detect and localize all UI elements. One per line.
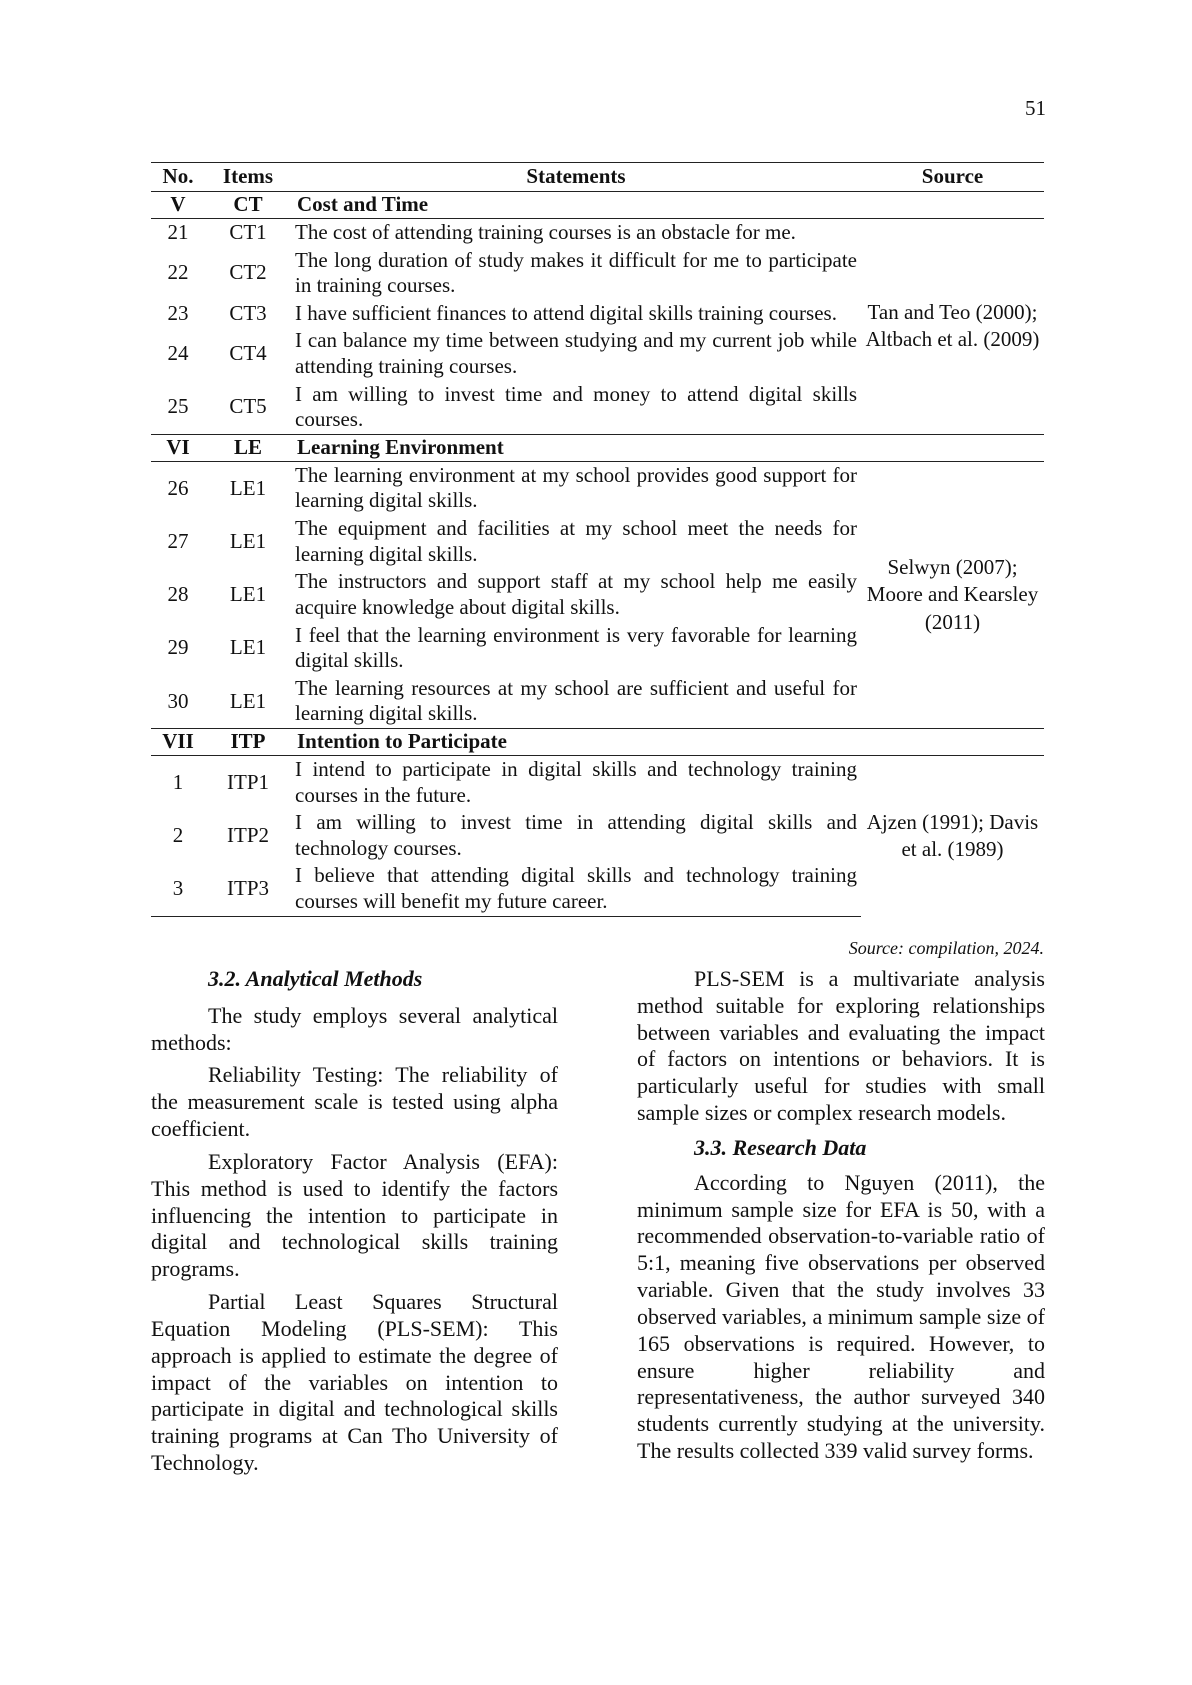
item-statement: The learning resources at my school are sufficient and useful for learning digital skills. [295,675,857,726]
section-code: CT [205,192,291,219]
paragraph: According to Nguyen (2011), the minimum sample size for EFA is 50, with a recommended observation-to-variable ratio of 5:1, meaning five observations per observed variable. Given that the study involves 33 observed variables, a minimum sample size of 165 observations is required. However, to ensure higher reliability and representativeness, the author surveyed 340 students currently studying at the university. The results collected 339 valid survey forms. [637,1169,1045,1464]
item-code: ITP1 [227,769,269,794]
section-title: Learning Environment [291,434,861,461]
item-statement: The equipment and facilities at my school meet the needs for learning digital skills. [295,516,857,566]
left-column [151,966,558,1483]
item-statement: The learning environment at my school provides good support for learning digital skills. [295,462,857,513]
item-code: CT4 [229,341,267,366]
item-statement: The long duration of study makes it difficult for me to participate in training courses. [295,247,857,298]
item-source: Ajzen (1991); Davis et al. (1989) [866,809,1039,862]
item-number: 26 [167,475,189,500]
header-items: Items [205,163,291,192]
survey-items-table [151,162,1044,917]
table-row [151,755,1044,809]
table-row [151,219,1044,247]
right-column [637,966,1045,1471]
item-statement: I can balance my time between studying and my current job while attending training courses. [295,328,857,379]
paragraph: Reliability Testing: The reliability of the measurement scale is tested using alpha coefficient. [151,1062,558,1142]
item-statement: I am willing to invest time in attending digital skills and technology courses. [295,810,857,860]
item-code: CT1 [229,220,267,244]
section-heading-analytical-methods: 3.2. Analytical Methods [208,966,423,991]
item-code: LE1 [229,688,267,713]
item-code: ITP3 [205,862,291,916]
section-row [151,728,1044,755]
section-number: V [151,192,205,219]
table-row [151,461,1044,515]
item-number: 30 [167,688,189,713]
table-header-row [151,163,1044,192]
item-number: 28 [167,582,189,607]
item-source: Tan and Teo (2000); Altbach et al. (2009) [865,300,1040,352]
table-body [151,192,1044,917]
section-heading-research-data: 3.3. Research Data [694,1134,867,1160]
section-number: VI [151,434,205,461]
item-code: LE1 [229,635,267,660]
item-number: 25 [167,394,189,419]
item-statement: I am willing to invest time and money to attend digital skills courses. [295,381,857,432]
item-statement: I intend to participate in digital skills and technology training courses in the future. [295,756,857,807]
item-number: 3 [151,862,205,916]
item-number: 29 [167,635,189,660]
item-number: 23 [167,300,189,325]
item-code: CT5 [229,394,267,419]
item-code: CT2 [229,260,267,285]
section-title: Intention to Participate [291,728,861,755]
item-statement: I have sufficient finances to attend digital skills training courses. [295,300,837,325]
section-source-empty [861,728,1044,755]
paragraph: PLS-SEM is a multivariate analysis method suitable for exploring relationships between variables and evaluating the impact of factors on intentions or behaviors. It is particularly useful for studies with small sample sizes or complex research models. [637,966,1045,1126]
header-statements: Statements [291,163,861,192]
item-code: LE1 [229,528,267,553]
item-statement: The cost of attending training courses is an obstacle for me. [295,220,796,244]
item-statement: I feel that the learning environment is very favorable for learning digital skills. [295,622,857,673]
section-row [151,192,1044,219]
section-code: ITP [205,728,291,755]
item-number: 24 [167,341,189,366]
item-number: 2 [172,822,184,847]
item-number: 22 [167,260,189,285]
section-number: VII [151,728,205,755]
item-statement: The instructors and support staff at my school help me easily acquire knowledge about digital skills. [295,569,857,619]
item-number: 21 [167,220,189,244]
section-title: Cost and Time [291,192,861,219]
header-source: Source [861,163,1044,192]
paragraph: Exploratory Factor Analysis (EFA): This method is used to identify the factors influencing the intention to participate in digital and technological skills training programs. [151,1148,558,1282]
paragraph: Partial Least Squares Structural Equation Modeling (PLS-SEM): This approach is applied to estimate the degree of impact of the variables on intention to participate in digital and technological skills training programs at Can Tho University of Technology. [151,1289,558,1476]
section-source-empty [861,192,1044,219]
item-code: LE1 [229,582,267,607]
section-source-empty [861,434,1044,461]
paragraph: The study employs several analytical methods: [151,1002,558,1055]
item-code: CT3 [229,300,267,325]
section-code: LE [205,434,291,461]
section-row [151,434,1044,461]
item-number: 1 [172,769,184,794]
header-no: No. [151,163,205,192]
table-source-note: Source: compilation, 2024. [848,938,1044,958]
item-statement: I believe that attending digital skills and technology training courses will benefit my future career. [291,862,861,916]
page-number: 51 [1025,96,1046,120]
item-code: LE1 [229,475,267,500]
item-code: ITP2 [227,822,269,847]
item-source: Selwyn (2007); Moore and Kearsley (2011) [866,554,1039,634]
item-number: 27 [167,528,189,553]
